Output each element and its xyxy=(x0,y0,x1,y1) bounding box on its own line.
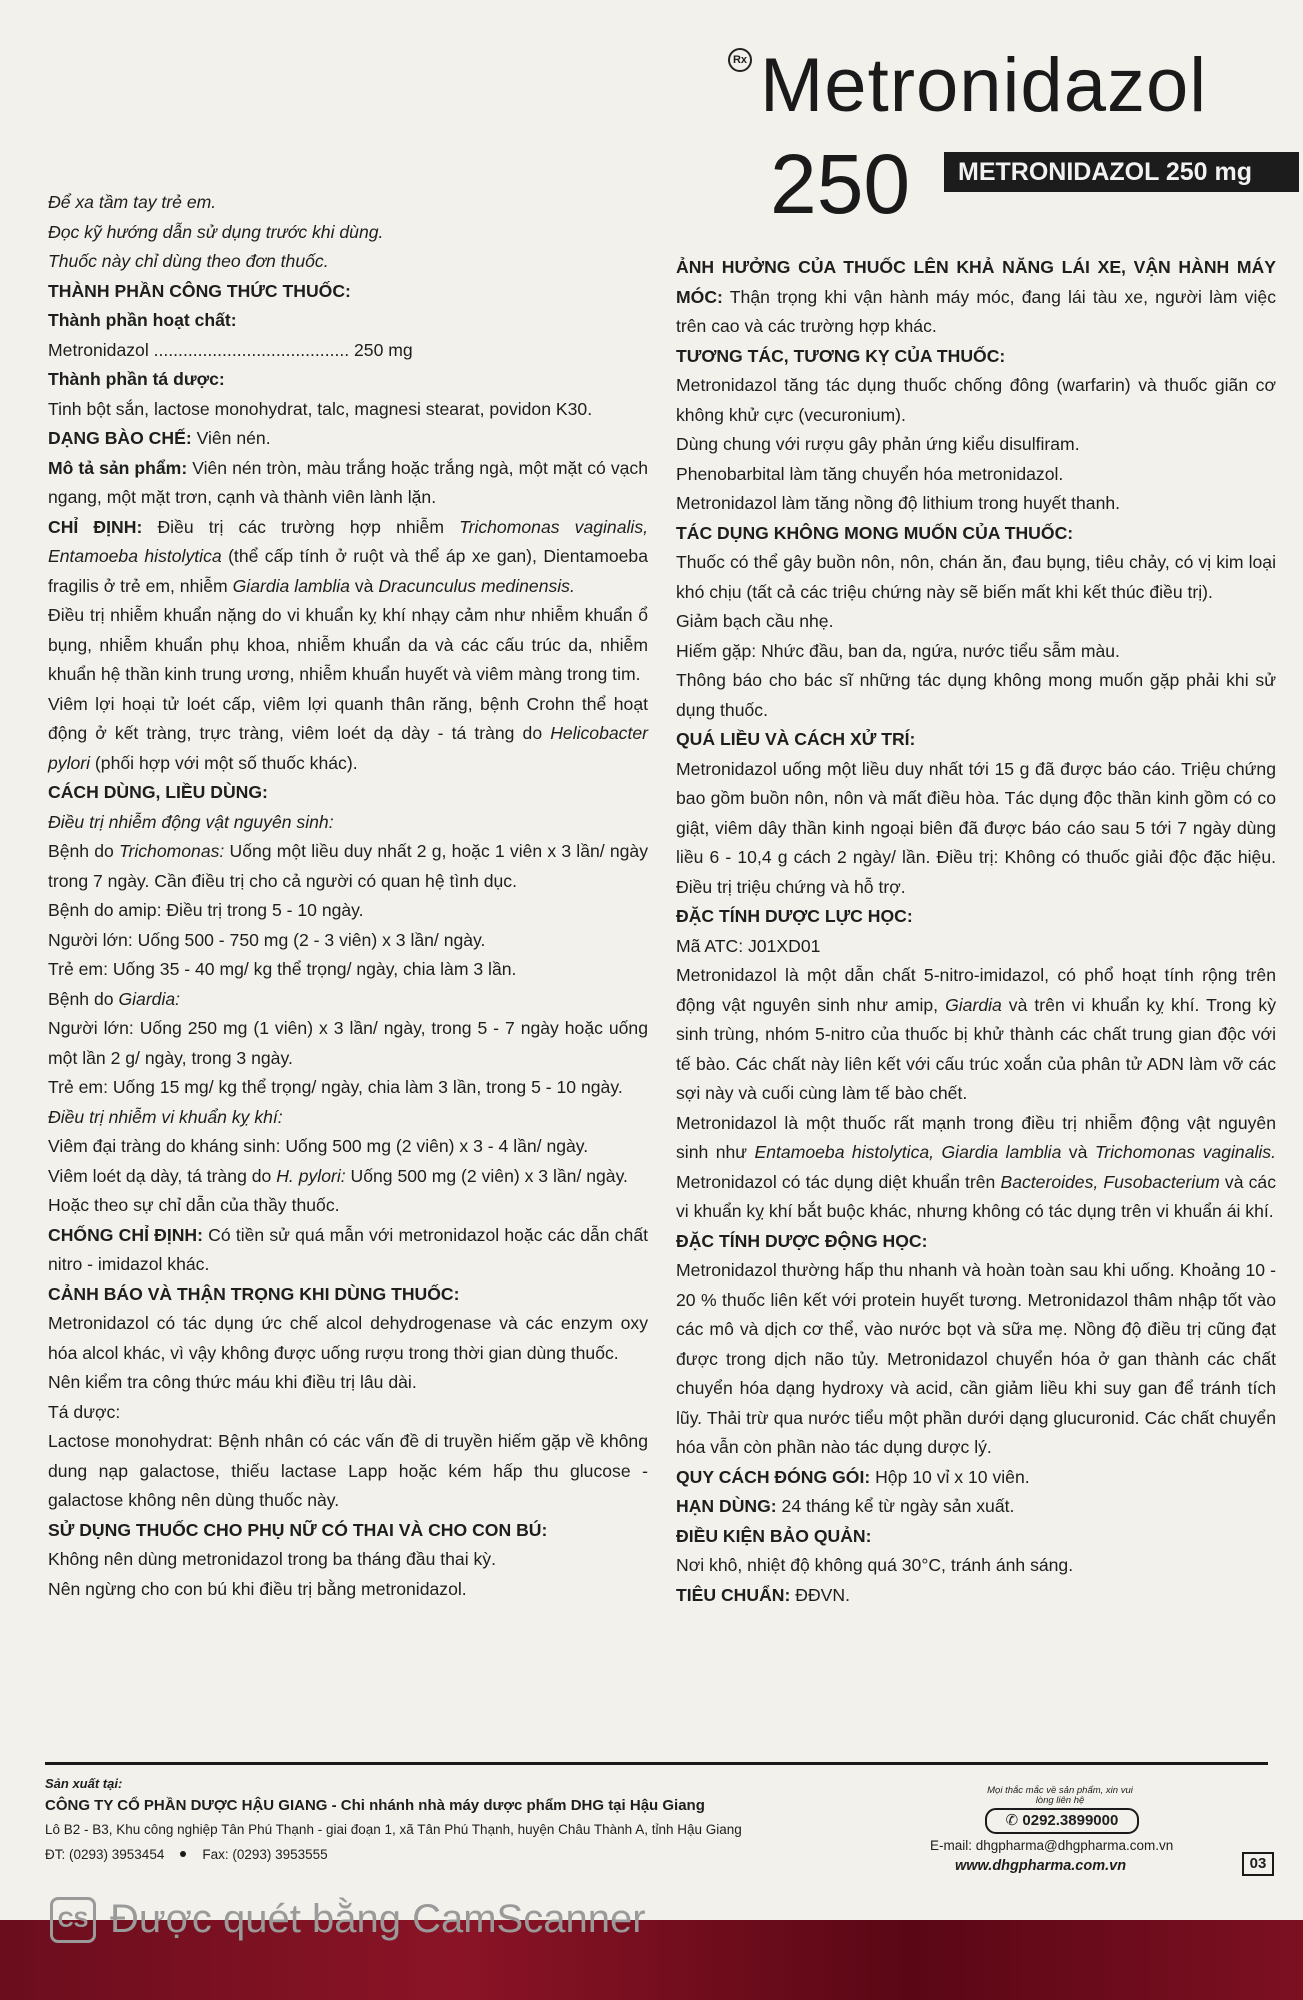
section-heading-contraindications: CHỐNG CHỈ ĐỊNH: xyxy=(48,1224,203,1245)
side-effect-line: Hiếm gặp: Nhức đầu, ban da, ngứa, nước tiểu sẫm màu. xyxy=(676,640,1120,661)
section-heading-usage: CÁCH DÙNG, LIỀU DÙNG: xyxy=(48,782,268,802)
warning-line: Thuốc này chỉ dùng theo đơn thuốc. xyxy=(48,251,329,271)
usage-line: Viêm loét dạ dày, tá tràng do H. pylori: Uống 500 mg (2 viên) x 3 lần/ ngày. xyxy=(48,1165,628,1186)
page-number: 03 xyxy=(1242,1852,1274,1876)
subheading-anaerobic: Điều trị nhiễm vi khuẩn kỵ khí: xyxy=(48,1106,283,1127)
shelf-life: HẠN DÙNG: 24 tháng kể từ ngày sản xuất. xyxy=(676,1496,1015,1516)
subheading-active: Thành phần hoạt chất: xyxy=(48,310,237,330)
section-heading-packaging: QUY CÁCH ĐÓNG GÓI: xyxy=(676,1466,871,1487)
watermark-text: Được quét bằng CamScanner xyxy=(110,1897,646,1941)
section-heading-form: DẠNG BÀO CHẾ: xyxy=(48,428,192,448)
left-column xyxy=(48,188,648,1604)
usage-line: Bệnh do Trichomonas: Uống một liều duy nhất 2 g, hoặc 1 viên x 3 lần/ ngày trong 7 ngày. Cần điều trị cho cả người có quan hệ tình dục. xyxy=(48,841,649,891)
subheading-excipients: Thành phần tá dược: xyxy=(48,369,225,389)
phone-number: ĐT: (0293) 3953454 xyxy=(45,1847,165,1862)
driving-effects: ẢNH HƯỞNG CỦA THUỐC LÊN KHẢ NĂNG LÁI XE, VẬN HÀNH MÁY MÓC: Thận trọng khi vận hành máy móc, đang lái tàu xe, người làm việc trên cao và các trường hợp khác. xyxy=(676,257,1276,336)
indications-para: Viêm lợi hoại tử loét cấp, viêm lợi quanh thân răng, bệnh Crohn thể hoạt động ở kết tràng, trực tràng, viêm loét dạ dày - tá tràng do Helicobacter pylori (phối hợp với một số thuốc khác). xyxy=(48,693,648,773)
usage-line: Bệnh do amip: Điều trị trong 5 - 10 ngày. xyxy=(48,900,364,920)
email-address: E-mail: dhgpharma@dhgpharma.com.vn xyxy=(930,1838,1174,1853)
section-heading-pharmacokinetics: ĐẶC TÍNH DƯỢC ĐỘNG HỌC: xyxy=(676,1230,928,1251)
active-ingredient-line: Metronidazol ........................................ 250 mg xyxy=(48,339,413,360)
company-name: CÔNG TY CỔ PHẦN DƯỢC HẬU GIANG - Chi nhánh nhà máy dược phẩm DHG tại Hậu Giang xyxy=(45,1797,705,1814)
usage-line: Trẻ em: Uống 15 mg/ kg thể trọng/ ngày, chia làm 3 lần, trong 5 - 10 ngày. xyxy=(48,1077,623,1097)
subheading-protozoa: Điều trị nhiễm động vật nguyên sinh: xyxy=(48,811,334,832)
indications-para: CHỈ ĐỊNH: Điều trị các trường hợp nhiễm Trichomonas vaginalis, Entamoeba histolytica (thể cấp tính ở ruột và thể áp xe gan), Dientamoeba fragilis ở trẻ em, nhiễm Giardia lamblia và Dracunculus medinensis. xyxy=(48,516,649,596)
subheading-description: Mô tả sản phẩm: xyxy=(48,457,188,478)
usage-line: Bệnh do Giardia: xyxy=(48,988,181,1009)
section-heading-composition: THÀNH PHẦN CÔNG THỨC THUỐC: xyxy=(48,280,351,301)
pharmacodynamics-text: Metronidazol là một thuốc rất mạnh trong điều trị nhiễm động vật nguyên sinh như Entamoeba histolytica, Giardia lamblia và Trichomonas vaginalis. Metronidazol có tác dụng diệt khuẩn trên Bacteroides, Fusobacterium và các vi khuẩn kỵ khí bắt buộc khác, nhưng không có tác dụng trên vi khuẩn ái khí. xyxy=(676,1112,1276,1221)
website-url: www.dhgpharma.com.vn xyxy=(955,1858,1127,1874)
packaging: QUY CÁCH ĐÓNG GÓI: Hộp 10 vỉ x 10 viên. xyxy=(676,1466,1030,1487)
contraindications: CHỐNG CHỈ ĐỊNH: Có tiền sử quá mẫn với metronidazol hoặc các dẫn chất nitro - imidazol khác. xyxy=(48,1224,648,1274)
section-heading-pharmacodynamics: ĐẶC TÍNH DƯỢC LỰC HỌC: xyxy=(676,906,913,926)
dose-label: METRONIDAZOL 250 mg xyxy=(944,152,1299,192)
section-heading-side-effects: TÁC DỤNG KHÔNG MONG MUỐN CỦA THUỐC: xyxy=(676,522,1074,543)
section-heading-indications: CHỈ ĐỊNH: xyxy=(48,516,143,537)
section-heading-standard: TIÊU CHUẨN: xyxy=(676,1584,791,1605)
caution-line: Lactose monohydrat: Bệnh nhân có các vấn đề di truyền hiếm gặp về không dung nạp galactose, thiếu lactase Lapp hoặc kém hấp thu glucose - galactose không nên dùng thuốc này. xyxy=(48,1431,648,1510)
usage-line: Người lớn: Uống 500 - 750 mg (2 - 3 viên) x 3 lần/ ngày. xyxy=(48,929,486,950)
camscanner-watermark xyxy=(50,1897,646,1941)
usage-line: Người lớn: Uống 250 mg (1 viên) x 3 lần/ ngày, trong 5 - 7 ngày hoặc uống một lần 2 g/ ngày, trong 3 ngày. xyxy=(48,1018,648,1068)
caution-line: Nên kiểm tra công thức máu khi điều trị lâu dài. xyxy=(48,1372,417,1392)
manufacturer-label: Sản xuất tại: xyxy=(45,1776,123,1791)
warning-line: Để xa tầm tay trẻ em. xyxy=(48,192,217,212)
warning-line: Đọc kỹ hướng dẫn sử dụng trước khi dùng. xyxy=(48,221,384,242)
section-heading-driving: ẢNH HƯỞNG CỦA THUỐC LÊN KHẢ NĂNG LÁI XE, VẬN HÀNH MÁY MÓC: xyxy=(676,257,1276,307)
dosage-form: DẠNG BÀO CHẾ: Viên nén. xyxy=(48,428,271,448)
indications-para: Điều trị nhiễm khuẩn nặng do vi khuẩn kỵ khí nhạy cảm như nhiễm khuẩn ổ bụng, nhiễm khuẩn phụ khoa, nhiễm khuẩn da và các cấu trúc da, nhiễm khuẩn hệ thần kinh trung ương, nhiễm khuẩn huyết và viêm màng trong tim. xyxy=(48,605,648,684)
side-effect-line: Giảm bạch cầu nhẹ. xyxy=(676,611,834,631)
product-description: Mô tả sản phẩm: Viên nén tròn, màu trắng hoặc trắng ngà, một mặt có vạch ngang, một mặt trơn, cạnh và thành viên lành lặn. xyxy=(48,457,648,507)
excipients-line: Tinh bột sắn, lactose monohydrat, talc, magnesi stearat, povidon K30. xyxy=(48,398,593,419)
strength-number: 250 xyxy=(770,137,911,231)
footer-divider xyxy=(45,1762,1268,1765)
section-heading-cautions: CẢNH BÁO VÀ THẬN TRỌNG KHI DÙNG THUỐC: xyxy=(48,1283,460,1304)
right-column xyxy=(676,253,1276,1610)
fax-number: Fax: (0293) 3953555 xyxy=(202,1847,328,1862)
interaction-line: Metronidazol làm tăng nồng độ lithium trong huyết thanh. xyxy=(676,493,1121,513)
company-address: Lô B2 - B3, Khu công nghiệp Tân Phú Thạnh - giai đoạn 1, xã Tân Phú Thạnh, huyện Châu Thành A, tỉnh Hậu Giang xyxy=(45,1822,742,1837)
pharmacokinetics-text: Metronidazol thường hấp thu nhanh và hoàn toàn sau khi uống. Khoảng 10 - 20 % thuốc liên kết với protein huyết tương. Metronidazol thâm nhập tốt vào các mô và dịch cơ thể, vào nước bọt và sữa mẹ. Nồng độ điều trị cũng đạt được trong dịch não tủy. Metronidazol chuyển hóa ở gan thành các chất chuyển hóa dạng hydroxy và acid, cần giảm liều khi suy gan để tránh tích lũy. Thải trừ qua nước tiểu một phần dưới dạng glucuronid. Các chất chuyển hóa vẫn còn phần nào tác dụng dược lý. xyxy=(676,1260,1276,1457)
section-heading-shelf-life: HẠN DÙNG: xyxy=(676,1496,777,1516)
standard: TIÊU CHUẨN: ĐĐVN. xyxy=(676,1584,850,1605)
section-heading-interactions: TƯƠNG TÁC, TƯƠNG KỴ CỦA THUỐC: xyxy=(676,345,1006,366)
contact-numbers xyxy=(45,1847,328,1862)
storage-text: Nơi khô, nhiệt độ không quá 30°C, tránh ánh sáng. xyxy=(676,1555,1074,1575)
hotline-number: ✆ 0292.3899000 xyxy=(985,1808,1139,1834)
pregnancy-line: Không nên dùng metronidazol trong ba tháng đầu thai kỳ. xyxy=(48,1549,496,1569)
caution-line: Tá dược: xyxy=(48,1401,121,1422)
camscanner-logo-icon: CS xyxy=(50,1897,96,1943)
atc-code: Mã ATC: J01XD01 xyxy=(676,935,821,956)
caution-line: Metronidazol có tác dụng ức chế alcol dehydrogenase và các enzym oxy hóa alcol khác, vì vậy không được uống rượu trong thời gian dùng thuốc. xyxy=(48,1313,648,1363)
section-heading-storage: ĐIỀU KIỆN BẢO QUẢN: xyxy=(676,1525,872,1546)
pregnancy-line: Nên ngừng cho con bú khi điều trị bằng metronidazol. xyxy=(48,1578,467,1599)
hotline-caption: Mọi thắc mắc về sản phẩm, xin vui lòng liên hệ xyxy=(987,1785,1133,1806)
usage-line: Viêm đại tràng do kháng sinh: Uống 500 mg (2 viên) x 3 - 4 lần/ ngày. xyxy=(48,1136,589,1156)
usage-line: Trẻ em: Uống 35 - 40 mg/ kg thể trọng/ ngày, chia làm 3 lần. xyxy=(48,959,517,979)
rx-symbol: Rx xyxy=(728,48,752,72)
side-effect-line: Thông báo cho bác sĩ những tác dụng không mong muốn gặp phải khi sử dụng thuốc. xyxy=(676,670,1276,720)
interaction-line: Dùng chung với rượu gây phản ứng kiểu disulfiram. xyxy=(676,434,1080,454)
section-heading-overdose: QUÁ LIỀU VÀ CÁCH XỬ TRÍ: xyxy=(676,729,916,749)
pharmacodynamics-text: Metronidazol là một dẫn chất 5-nitro-imidazol, có phổ hoạt tính rộng trên động vật nguyên sinh như amip, Giardia và trên vi khuẩn kỵ khí. Trong kỳ sinh trùng, nhóm 5-nitro của thuốc bị khử thành các chất trung gian độc với tế bào. Các chất này liên kết với cấu trúc xoắn của phân tử ADN làm vỡ các sợi này và cuối cùng làm tế bào chết. xyxy=(676,965,1276,1103)
interaction-line: Phenobarbital làm tăng chuyển hóa metronidazol. xyxy=(676,463,1064,484)
usage-line: Hoặc theo sự chỉ dẫn của thầy thuốc. xyxy=(48,1195,340,1215)
overdose-text: Metronidazol uống một liều duy nhất tới 15 g đã được báo cáo. Triệu chứng bao gồm buồn nôn, nôn và mất điều hòa. Tác dụng độc thần kinh gồm có co giật, viêm dây thần kinh ngoại biên đã được báo cáo sau 5 tới 7 ngày dùng liều 6 - 10,4 g cách 2 ngày/ lần. Điều trị: Không có thuốc giải độc đặc hiệu. Điều trị triệu chứng và hỗ trợ. xyxy=(676,758,1276,897)
section-heading-pregnancy: SỬ DỤNG THUỐC CHO PHỤ NỮ CÓ THAI VÀ CHO CON BÚ: xyxy=(48,1519,548,1540)
bullet-icon xyxy=(180,1851,186,1857)
side-effect-line: Thuốc có thể gây buồn nôn, nôn, chán ăn, đau bụng, tiêu chảy, có vị kim loại khó chịu (tất cả các triệu chứng này sẽ biến mất khi kết thúc điều trị). xyxy=(676,552,1276,602)
interaction-line: Metronidazol tăng tác dụng thuốc chống đông (warfarin) và thuốc giãn cơ không khử cực (vecuronium). xyxy=(676,375,1276,425)
brand-name: Metronidazol xyxy=(760,43,1208,128)
